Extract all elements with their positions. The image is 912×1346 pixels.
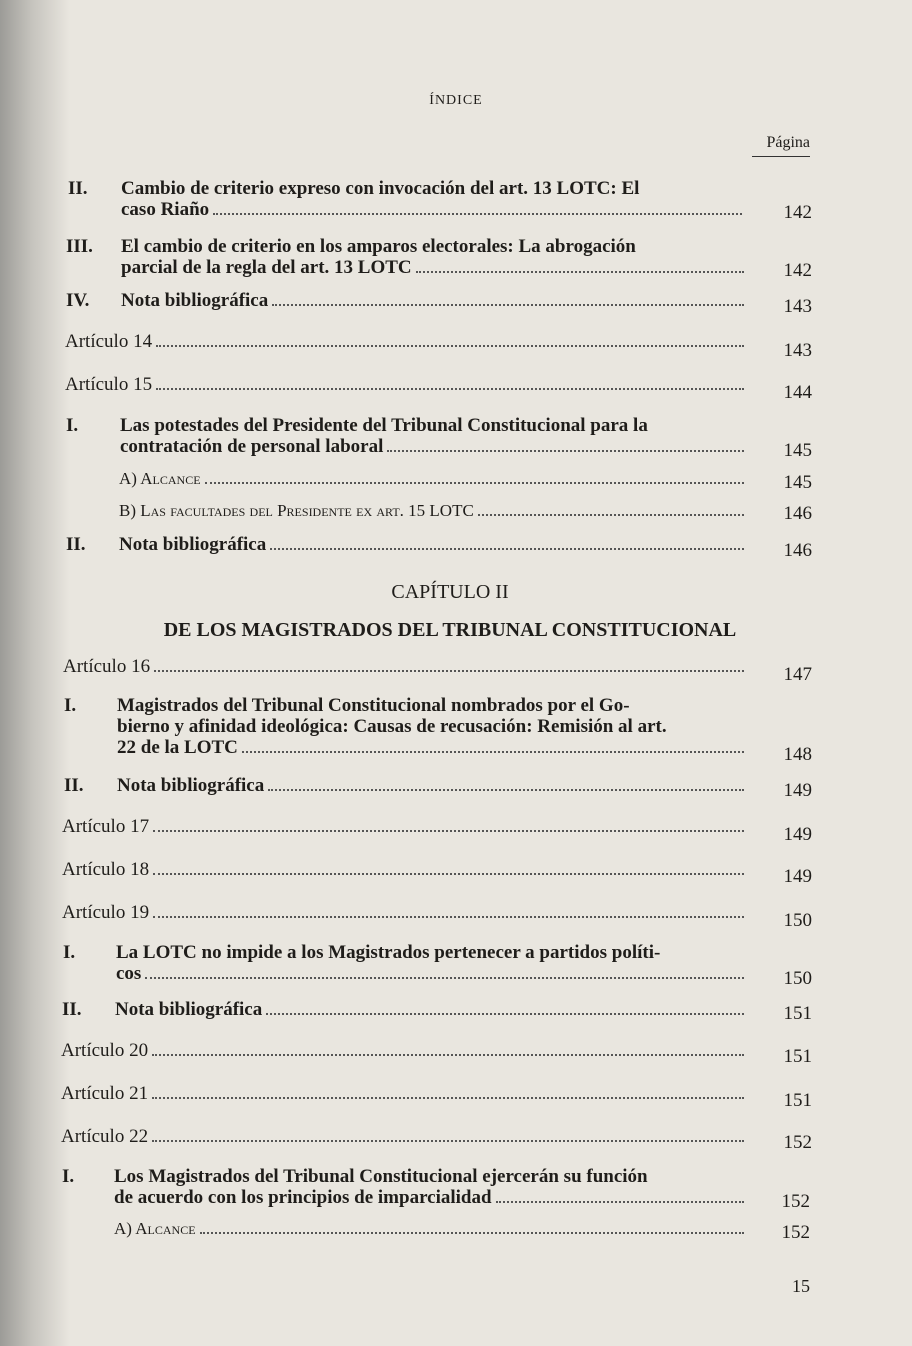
- toc-subentry[interactable]: [114, 1218, 748, 1239]
- entry-page: 149: [783, 824, 812, 845]
- entry-page: 143: [783, 340, 812, 361]
- article-title: Artículo 14: [65, 331, 153, 352]
- leader-dots: [272, 304, 744, 306]
- leader-dots: [152, 1097, 744, 1099]
- leader-dots: [156, 388, 744, 390]
- page-shadow: [0, 0, 70, 1346]
- leader-dots: [154, 670, 744, 672]
- subentry-title: B) Las facultades del Presidente ex art. 15 LOTC: [119, 501, 474, 520]
- entry-number: II.: [68, 178, 88, 199]
- toc-subentry[interactable]: [119, 468, 748, 489]
- leader-dots: [145, 977, 744, 979]
- entry-line: Cambio de criterio expreso con invocación del art. 13 LOTC: El: [121, 178, 640, 199]
- leader-dots: [153, 873, 744, 875]
- page-column-label: Página: [752, 134, 810, 157]
- entry-line: caso Riaño: [121, 199, 210, 220]
- leader-dots: [416, 271, 744, 273]
- entry-page: 150: [783, 968, 812, 989]
- leader-dots: [153, 916, 744, 918]
- entry-number: IV.: [66, 290, 90, 311]
- article-title: Artículo 21: [61, 1083, 149, 1104]
- article-title: Artículo 15: [65, 374, 153, 395]
- entry-page: 149: [783, 780, 812, 801]
- leader-dots: [200, 1232, 744, 1234]
- leader-dots: [156, 345, 744, 347]
- toc-entry[interactable]: [61, 1083, 748, 1104]
- entry-line: Las potestades del Presidente del Tribunal Constitucional para la: [120, 415, 648, 436]
- toc-entry[interactable]: [62, 859, 748, 880]
- entry-page: 142: [783, 202, 812, 223]
- entry-page: 142: [783, 260, 812, 281]
- subentry-title: A) Alcance: [119, 469, 201, 488]
- entry-line: Los Magistrados del Tribunal Constitucional ejercerán su función: [114, 1166, 648, 1187]
- entry-page: 148: [783, 744, 812, 765]
- entry-number: II.: [66, 534, 86, 555]
- entry-line: Nota bibliográfica: [121, 290, 269, 311]
- entry-line: El cambio de criterio en los amparos electorales: La abrogación: [121, 236, 636, 257]
- entry-line: Nota bibliográfica: [115, 999, 263, 1020]
- entry-number: III.: [66, 236, 93, 257]
- entry-number: I.: [66, 415, 79, 436]
- leader-dots: [478, 514, 744, 516]
- leader-dots: [266, 1013, 744, 1015]
- leader-dots: [152, 1054, 744, 1056]
- toc-entry[interactable]: [62, 902, 748, 923]
- toc-entry[interactable]: [61, 1040, 748, 1061]
- entry-page: 146: [783, 503, 812, 524]
- article-title: Artículo 20: [61, 1040, 149, 1061]
- subentry-title: A) Alcance: [114, 1219, 196, 1238]
- entry-page: 149: [783, 866, 812, 887]
- entry-line: La LOTC no impide a los Magistrados pertenecer a partidos políti-: [116, 942, 661, 963]
- running-title: ÍNDICE: [429, 93, 483, 108]
- article-title: Artículo 17: [62, 816, 150, 837]
- entry-page: 145: [783, 440, 812, 461]
- entry-page: 144: [783, 382, 812, 403]
- chapter-title: DE LOS MAGISTRADOS DEL TRIBUNAL CONSTITUCIONAL: [163, 619, 737, 641]
- toc-subentry[interactable]: [119, 500, 748, 521]
- entry-line: Nota bibliográfica: [119, 534, 267, 555]
- article-title: Artículo 22: [61, 1126, 149, 1147]
- leader-dots: [270, 548, 744, 550]
- toc-entry[interactable]: [65, 374, 748, 395]
- leader-dots: [153, 830, 744, 832]
- entry-line: cos: [116, 963, 142, 984]
- page-number: 15: [792, 1276, 810, 1296]
- entry-page: 150: [783, 910, 812, 931]
- entry-number: I.: [62, 1166, 75, 1187]
- toc-entry[interactable]: [61, 1126, 748, 1147]
- toc-entry[interactable]: [62, 816, 748, 837]
- chapter-number: CAPÍTULO II: [391, 581, 509, 603]
- entry-page: 151: [783, 1090, 812, 1111]
- article-title: Artículo 18: [62, 859, 150, 880]
- leader-dots: [268, 789, 744, 791]
- leader-dots: [242, 751, 744, 753]
- leader-dots: [205, 482, 744, 484]
- entry-page: 146: [783, 540, 812, 561]
- leader-dots: [496, 1201, 744, 1203]
- entry-page: 151: [783, 1046, 812, 1067]
- entry-number: II.: [64, 775, 84, 796]
- article-title: Artículo 16: [63, 656, 151, 677]
- entry-page: 151: [783, 1003, 812, 1024]
- entry-line: parcial de la regla del art. 13 LOTC: [121, 257, 412, 278]
- entry-line: bierno y afinidad ideológica: Causas de recusación: Remisión al art.: [117, 716, 667, 737]
- toc-entry[interactable]: [63, 656, 748, 677]
- entry-page: 152: [781, 1191, 810, 1212]
- entry-page: 143: [783, 296, 812, 317]
- entry-line: Nota bibliográfica: [117, 775, 265, 796]
- entry-line: de acuerdo con los principios de imparcialidad: [114, 1187, 492, 1208]
- entry-line: 22 de la LOTC: [117, 737, 238, 758]
- entry-page: 147: [783, 664, 812, 685]
- entry-page: 152: [783, 1132, 812, 1153]
- entry-page: 145: [783, 472, 812, 493]
- article-title: Artículo 19: [62, 902, 150, 923]
- leader-dots: [152, 1140, 744, 1142]
- leader-dots: [213, 213, 742, 215]
- entry-number: I.: [64, 695, 77, 716]
- entry-number: II.: [62, 999, 82, 1020]
- entry-page: 152: [781, 1222, 810, 1243]
- entry-number: I.: [63, 942, 76, 963]
- entry-line: contratación de personal laboral: [120, 436, 384, 457]
- entry-line: Magistrados del Tribunal Constitucional nombrados por el Go-: [117, 695, 630, 716]
- toc-entry[interactable]: [65, 331, 748, 352]
- leader-dots: [387, 450, 744, 452]
